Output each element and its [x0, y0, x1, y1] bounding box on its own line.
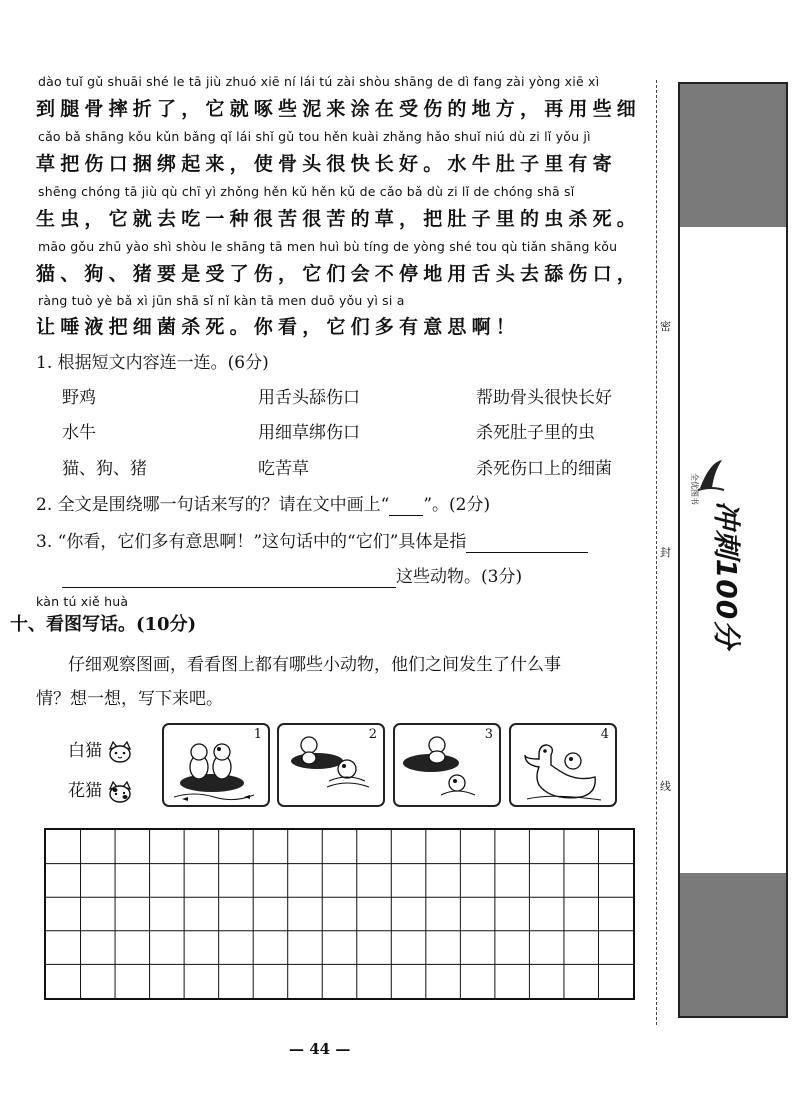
passage-line-4: 猫、狗、猪要是受了伤，它们会不停地用舌头去舔伤口，	[36, 263, 642, 285]
panel-number: 4	[600, 727, 609, 742]
q1-col1-item[interactable]: 野鸡	[62, 388, 96, 408]
sidebar-logo-text: 全优图书	[690, 473, 699, 505]
q2-prompt-end: ”。(2分)	[423, 495, 491, 515]
panel-number: 3	[484, 727, 493, 742]
passage-pinyin-5: ràng tuò yè bǎ xì jūn shā sǐ nǐ kàn tā men duō yǒu yì si a	[38, 293, 405, 308]
writing-grid[interactable]	[44, 828, 635, 1000]
cat-on-rock-worried-illustration	[395, 725, 499, 805]
q2-prompt	[36, 490, 490, 516]
passage-line-2: 草把伤口捆绑起来，使骨头很快长好。水牛肚子里有寄	[36, 153, 617, 175]
sidebar-top-band	[680, 84, 786, 227]
sidebar-bottom-band	[680, 873, 786, 1016]
q2-prompt-start: 2. 全文是围绕哪一句话来写的？请在文中画上“	[36, 495, 390, 515]
section10-title: 十、看图写话。(10分)	[10, 614, 197, 635]
duck-carries-cat-illustration	[511, 725, 615, 805]
q3-answer-blank-2[interactable]	[62, 567, 396, 588]
legend-white-cat-label: 白猫	[68, 741, 102, 761]
q1-col3-item[interactable]: 杀死伤口上的细菌	[476, 459, 612, 479]
panel-number: 2	[368, 727, 377, 742]
q1-col3-item[interactable]: 帮助骨头很快长好	[476, 388, 612, 408]
panel-number: 1	[253, 727, 262, 742]
passage-pinyin-3: shēng chóng tā jiù qù chī yì zhǒng hěn kǔ hěn kǔ de cǎo bǎ dù zi lǐ de chóng shā sǐ	[38, 184, 575, 199]
q1-col2-item[interactable]: 用舌头舔伤口	[258, 388, 360, 408]
seal-char: 线	[660, 780, 671, 793]
q1-col1-item[interactable]: 猫、狗、猪	[62, 459, 147, 479]
q3-prompt	[36, 527, 588, 553]
section10-pinyin: kàn tú xiě huà	[36, 594, 129, 609]
section10-intro-2: 情？想一想，写下来吧。	[36, 689, 223, 709]
seal-char: 封	[660, 546, 671, 559]
passage-line-1: 到腿骨摔折了，它就啄些泥来涂在受伤的地方，再用些细	[36, 98, 642, 120]
legend-white-cat	[68, 736, 133, 763]
q3-prompt-text: 3. “你看，它们多有意思啊！”这句话中的“它们”具体是指	[36, 532, 467, 552]
sidebar-brand-title: 冲刺100分	[710, 500, 743, 650]
q1-prompt: 1. 根据短文内容连一连。(6分)	[36, 353, 269, 373]
passage-pinyin-2: cǎo bǎ shāng kǒu kǔn bǎng qǐ lái shǐ gǔ tou hěn kuài zhǎng hǎo shuǐ niú dù zi lǐ yǒu jì	[38, 129, 591, 144]
q2-answer-blank[interactable]	[389, 495, 423, 516]
sail-logo-icon	[696, 458, 726, 494]
cat-falls-in-water-illustration	[279, 725, 383, 805]
q1-col2-item[interactable]: 吃苦草	[258, 459, 309, 479]
q1-col2-item[interactable]: 用细草绑伤口	[258, 423, 360, 443]
picture-panel-4	[509, 723, 617, 807]
page-number: — 44 —	[289, 1040, 351, 1058]
q1-col1-item[interactable]: 水牛	[62, 423, 96, 443]
q3-prompt-end: 这些动物。(3分)	[396, 567, 523, 587]
picture-panel-2	[277, 723, 385, 807]
writing-grid-lines	[46, 830, 633, 998]
legend-spotted-cat	[68, 776, 133, 803]
picture-panel-3	[393, 723, 501, 807]
seal-char: 密	[660, 320, 671, 333]
passage-pinyin-4: māo gǒu zhū yào shì shòu le shāng tā men huì bù tíng de yòng shé tou qù tiǎn shāng kǒu	[38, 239, 618, 254]
passage-line-5: 让唾液把细菌杀死。你看，它们多有意思啊！	[36, 316, 521, 338]
two-cats-on-rock-illustration	[164, 725, 268, 805]
white-cat-icon	[107, 741, 133, 763]
legend-spotted-cat-label: 花猫	[68, 781, 102, 801]
passage-pinyin-1: dào tuǐ gǔ shuāi shé le tā jiù zhuó xiē ní lái tú zài shòu shāng de dì fang zài yòng xiē xì	[38, 74, 600, 89]
picture-panel-1	[162, 723, 270, 807]
seal-line	[656, 80, 657, 1025]
spotted-cat-icon	[107, 781, 133, 803]
q1-col3-item[interactable]: 杀死肚子里的虫	[476, 423, 595, 443]
q3-line2	[62, 562, 522, 588]
section10-intro-1: 仔细观察图画，看看图上都有哪些小动物，他们之间发生了什么事	[68, 655, 561, 675]
q3-answer-blank-1[interactable]	[466, 532, 588, 553]
passage-line-3: 生虫，它就去吃一种很苦很苦的草，把肚子里的虫杀死。	[36, 208, 642, 230]
